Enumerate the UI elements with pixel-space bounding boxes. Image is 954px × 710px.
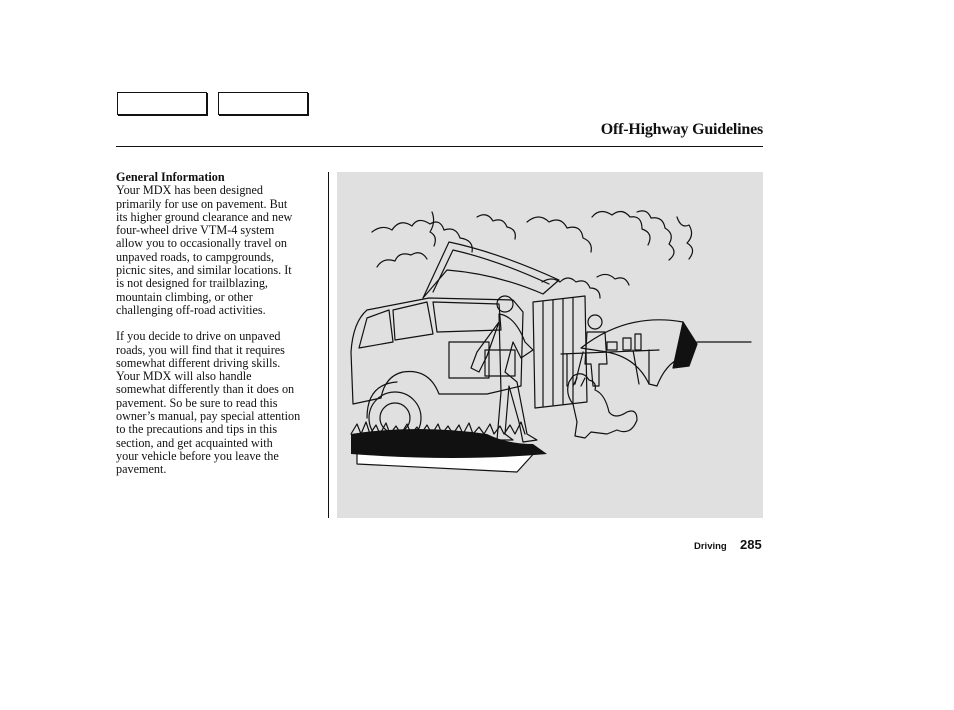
footer-section-label: Driving: [694, 541, 727, 552]
column-divider: [328, 172, 329, 518]
paragraph-2: If you decide to drive on unpaved roads, you will find that it requires somewhat different driving skills. Your MDX will also handle somewhat differently than it does on pavement. So be sure to read this owner’s manual, pay special attention to the precautions and tips in this section, and get acquainted with your vehicle before you leave the pavement.: [116, 329, 301, 477]
header-rule: [116, 146, 763, 147]
section-heading: General Information: [116, 170, 225, 184]
nav-tab-2[interactable]: [218, 92, 308, 115]
paragraph-1: Your MDX has been designed primarily for use on pavement. But its higher ground clearance and new four-wheel drive VTM-4 system allow you to occasionally travel on unpaved roads, to campgrounds, picnic sites, and similar locations. It is not designed for trailblazing, mountain climbing, or other challenging off-road activities.: [116, 183, 293, 317]
page-title: Off-Highway Guidelines: [600, 121, 763, 138]
camping-illustration: [337, 172, 763, 518]
text-column: [116, 171, 324, 477]
nav-tab-1[interactable]: [117, 92, 207, 115]
suv-campsite-drawing: [337, 172, 763, 518]
page-number: 285: [740, 537, 762, 552]
